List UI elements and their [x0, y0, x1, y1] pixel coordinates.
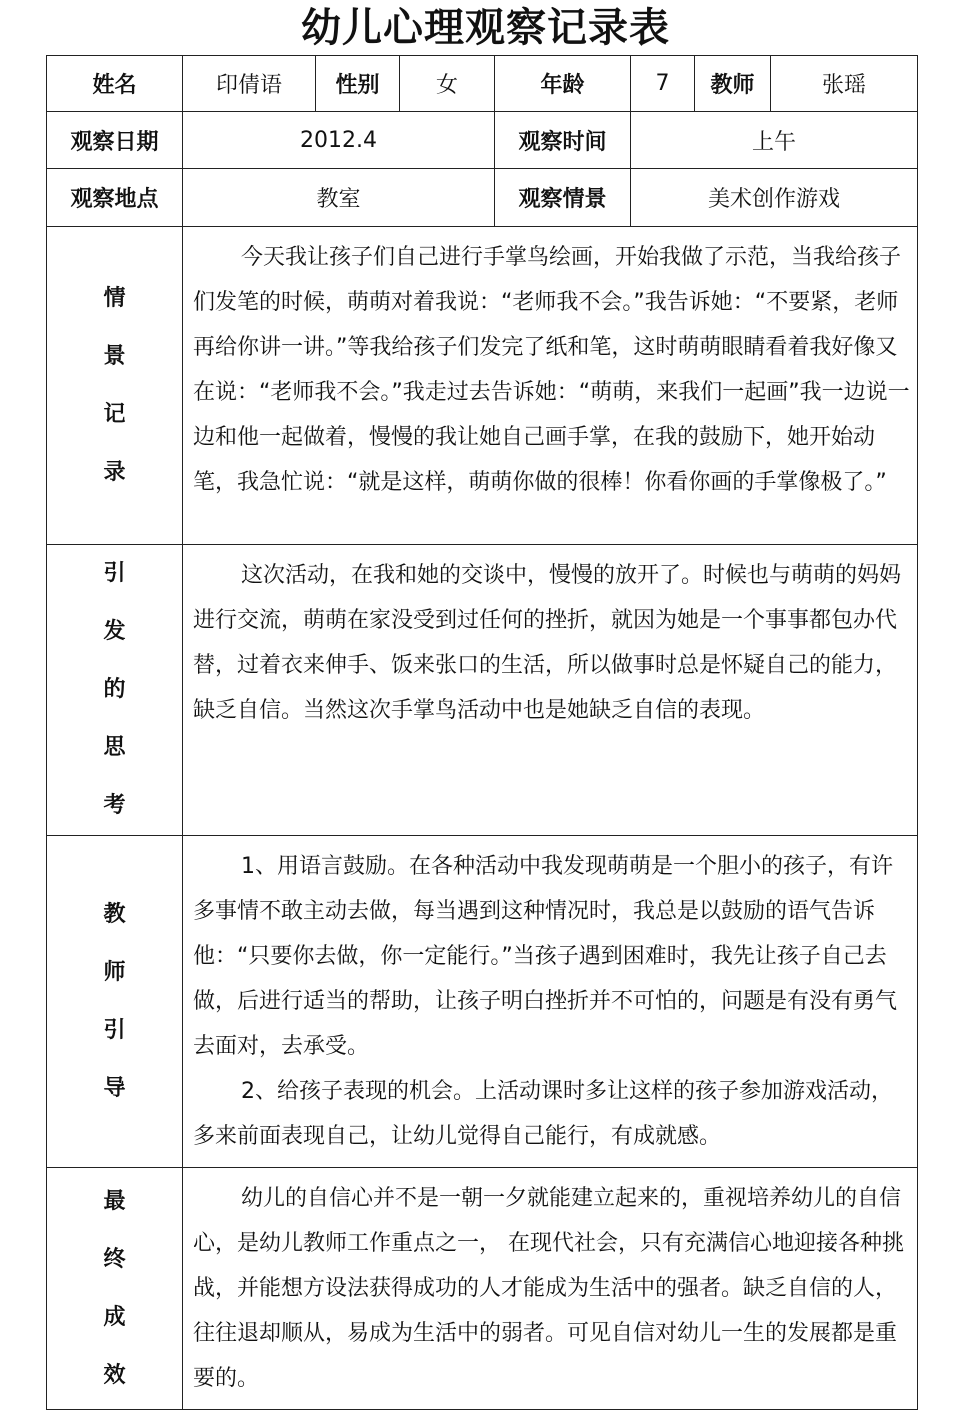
result-label	[47, 1168, 183, 1410]
info-row-1	[47, 56, 918, 112]
guidance-label-char: 师	[103, 959, 126, 985]
teacher-value: 张瑶	[771, 56, 918, 112]
record-label-char: 录	[103, 459, 126, 485]
page-title: 幼儿心理观察记录表	[301, 5, 670, 51]
thinking-text: 这次活动，在我和她的交谈中，慢慢的放开了。时候也与萌萌的妈妈进行交流，萌萌在家没受到过任何的挫折，就因为她是一个事事都包办代替，过着衣来伸手、饭来张口的生活，所以做事时总是怀疑自己的能力，缺乏自信。当然这次手掌鸟活动中也是她缺乏自信的表现。	[193, 563, 902, 723]
guidance-paragraph-1: 1、用语言鼓励。在各种活动中我发现萌萌是一个胆小的孩子，有许多事情不敢主动去做，每当遇到这种情况时，我总是以鼓励的语气告诉他：“只要你去做，你一定能行。”当孩子遇到困难时，我先让孩子自己去做，后进行适当的帮助，让孩子明白挫折并不可怕的，问题是有没有勇气去面对，去承受。	[193, 854, 898, 1059]
scene-label: 观察情景	[495, 169, 631, 227]
time-label: 观察时间	[495, 112, 631, 169]
record-text: 今天我让孩子们自己进行手掌鸟绘画，开始我做了示范，当我给孩子们发笔的时候，萌萌对着我说：“老师我不会。”我告诉她：“不要紧，老师再给你讲一讲。”等我给孩子们发完了纸和笔，这时萌萌眼睛看着我好像又在说：“老师我不会。”我走过去告诉她：“萌萌，来我们一起画”我一边说一边和他一起做着，慢慢的我让她自己画手掌，在我的鼓励下，她开始动笔，我急忙说：“就是这样，萌萌你做的很棒！你看你画的手掌像极了。”	[193, 245, 910, 495]
guidance-label-char: 引	[103, 1017, 126, 1043]
result-row	[47, 1168, 918, 1410]
teacher-label: 教师	[695, 56, 771, 112]
result-label-char: 效	[103, 1362, 126, 1388]
age-label: 年龄	[495, 56, 631, 112]
time-value: 上午	[631, 112, 918, 169]
guidance-label-char: 导	[103, 1075, 126, 1101]
result-content	[183, 1168, 918, 1410]
record-label-char: 情	[103, 285, 126, 311]
observation-table	[46, 55, 918, 1410]
thinking-label	[47, 545, 183, 836]
record-label	[47, 227, 183, 545]
result-label-char: 成	[103, 1304, 126, 1330]
record-content	[183, 227, 918, 545]
guidance-row	[47, 836, 918, 1168]
record-label-char: 景	[103, 343, 126, 369]
guidance-label-char: 教	[103, 901, 126, 927]
result-text: 幼儿的自信心并不是一朝一夕就能建立起来的，重视培养幼儿的自信心，是幼儿教师工作重点之一， 在现代社会，只有充满信心地迎接各种挑战，并能想方设法获得成功的人才能成为生活中的强者。缺乏自信的人，往往退却顺从，易成为生活中的弱者。可见自信对幼儿一生的发展都是重要的。	[193, 1186, 904, 1391]
result-label-char: 最	[103, 1188, 126, 1214]
age-value: 7	[631, 56, 695, 112]
thinking-row	[47, 545, 918, 836]
name-value: 印倩语	[183, 56, 316, 112]
gender-label: 性别	[316, 56, 400, 112]
record-label-char: 记	[103, 401, 126, 427]
record-row	[47, 227, 918, 545]
place-label: 观察地点	[47, 169, 183, 227]
result-label-char: 终	[103, 1246, 126, 1272]
thinking-content	[183, 545, 918, 836]
date-label: 观察日期	[47, 112, 183, 169]
thinking-label-char: 思	[103, 735, 126, 760]
name-label: 姓名	[47, 56, 183, 112]
guidance-paragraph-2: 2、给孩子表现的机会。上活动课时多让这样的孩子参加游戏活动，多来前面表现自己，让幼儿觉得自己能行，有成就感。	[193, 1079, 893, 1149]
thinking-label-char: 引	[103, 561, 126, 586]
guidance-label	[47, 836, 183, 1168]
scene-value: 美术创作游戏	[631, 169, 918, 227]
thinking-label-char: 的	[103, 677, 126, 702]
date-value: 2012.4	[183, 112, 495, 169]
info-row-2	[47, 112, 918, 169]
thinking-label-char: 考	[103, 793, 126, 818]
guidance-content	[183, 836, 918, 1168]
place-value: 教室	[183, 169, 495, 227]
gender-value: 女	[400, 56, 495, 112]
thinking-label-char: 发	[103, 619, 126, 644]
info-row-3	[47, 169, 918, 227]
